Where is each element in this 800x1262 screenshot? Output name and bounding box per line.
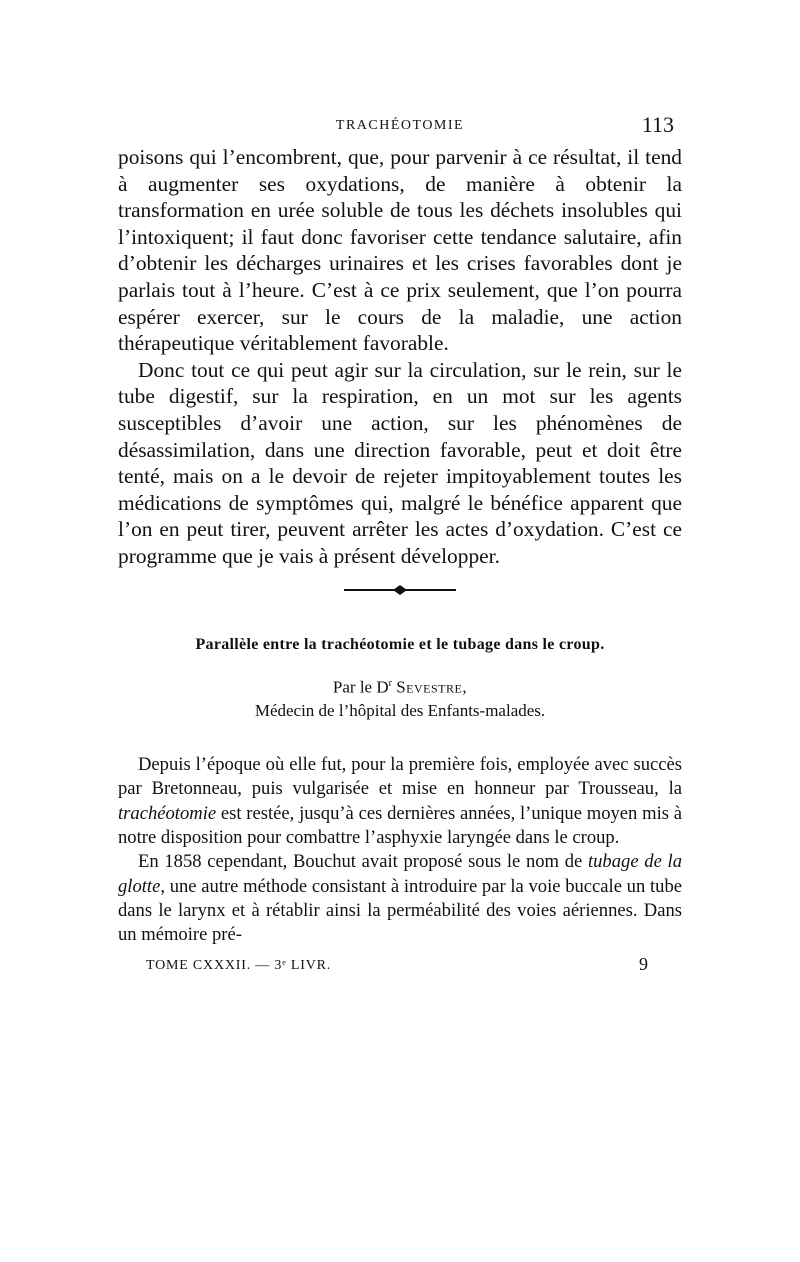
author-affiliation: Médecin de l’hôpital des Enfants-malades. <box>254 701 546 721</box>
article-paragraph-1 <box>118 753 682 850</box>
byline-prefix: Par le D <box>332 677 389 697</box>
sheet-number: 9 <box>639 953 648 974</box>
italic-term: trachéotomie <box>118 802 217 824</box>
section-divider-ornament <box>344 582 456 598</box>
italic-term: tubage de la glotte <box>118 851 682 897</box>
section-body-continuation <box>118 144 682 570</box>
article-paragraph-2 <box>118 850 682 947</box>
article-body <box>118 753 682 947</box>
text-run: En 1858 cependant, Bouchut avait proposé sous le nom de <box>138 851 588 873</box>
author-line <box>118 672 682 700</box>
article-byline <box>118 672 682 724</box>
paragraph-1: poisons qui l’encombrent, que, pour parvenir à ce résultat, il tend à augmenter ses oxydations, de manière à obtenir la transformation en urée soluble de tous les déchets insolubles qui l’intoxiquent; il faut donc favoriser cette tendance salutaire, afin d’obtenir les décharges urinaires et les crises favorables dont je parlais tout à l’heure. C’est à ce prix seulement, que l’on pourra espérer exercer, sur le cours de la maladie, une action thérapeutique véritablement favorable. <box>118 145 682 356</box>
text-run: Depuis l’époque où elle fut, pour la première fois, employée avec succès par Bretonneau, puis vulgarisée et mise en honneur par Trousseau, la <box>118 754 682 800</box>
byline-sup: r <box>388 677 392 689</box>
section-title: Parallèle entre la trachéotomie et le tubage dans le croup. <box>195 635 605 653</box>
book-page <box>118 110 682 980</box>
text-run: , une autre méthode consistant à introduire par la voie buccale un tube dans le larynx et à rétablir ainsi la perméabilité des voies aériennes. Dans un mémoire pré- <box>118 875 682 946</box>
page-number: 113 <box>641 112 674 137</box>
text-run: est restée, jusqu’à ces dernières années, l’unique moyen mis à notre disposition pour combattre l’asphyxie laryngée dans le croup. <box>118 802 682 849</box>
page-footer <box>118 954 682 980</box>
running-title: TRACHÉOTOMIE <box>335 118 465 133</box>
paragraph-2: Donc tout ce qui peut agir sur la circulation, sur le rein, sur le tube digestif, sur la respiration, en un mot sur les agents susceptibles d’avoir une action, sur les phénomènes de désassimilation, dans une direction favorable, peut et doit être tenté, mais on a le devoir de rejeter impitoyablement toutes les médications de symptômes qui, malgré le bénéfice apparent que l’on en peut tirer, peuvent arrêter les actes d’oxydation. C’est ce programme que je vais à présent développer. <box>118 357 682 568</box>
author-name: Sevestre, <box>396 677 468 697</box>
signature-mark: TOME CXXXII. — 3ᵉ LIVR. <box>146 957 332 973</box>
running-head <box>118 110 682 144</box>
